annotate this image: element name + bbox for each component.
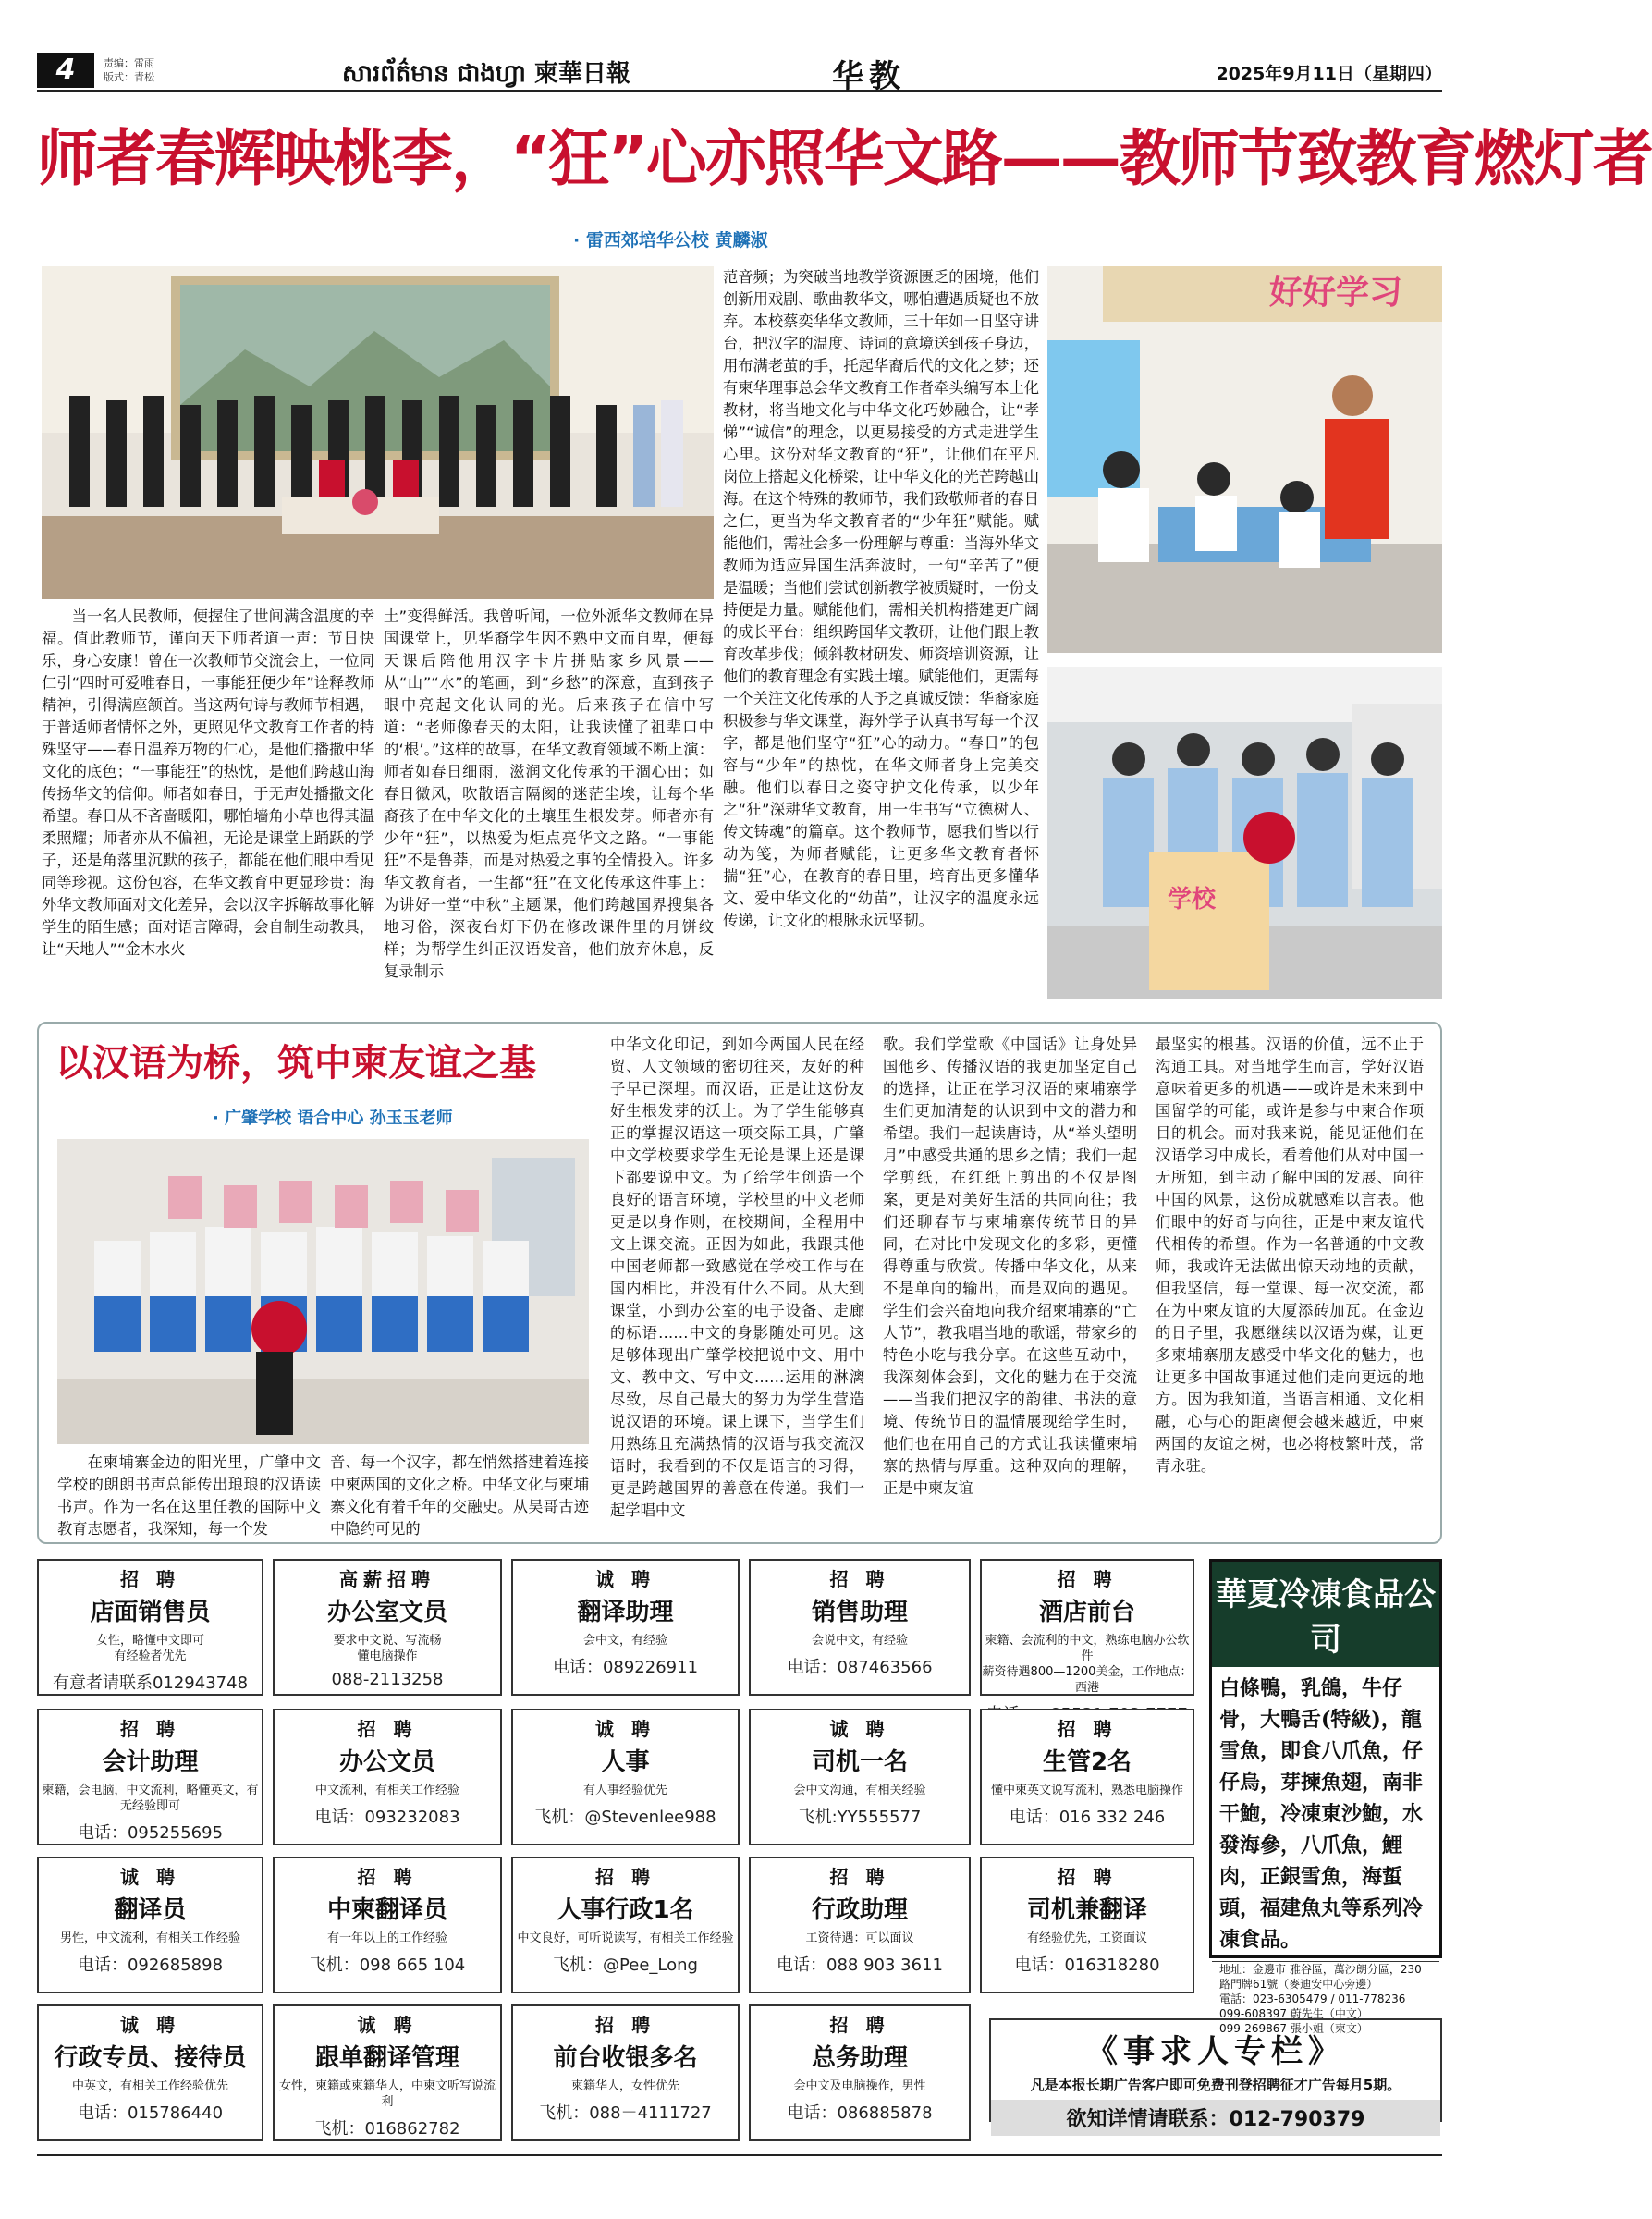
job-ad-title: 人事行政1名	[557, 1896, 694, 1924]
article2-column-2	[330, 1452, 589, 1538]
job-ad	[511, 2004, 740, 2141]
help-wanted-title: 《事求人专栏》	[1086, 2033, 1345, 2070]
job-ad-contact: 电话：086885878	[787, 2103, 933, 2123]
job-ad-contact: 电话：093232083	[314, 1808, 460, 1827]
article2-column-1	[57, 1452, 321, 1538]
page-number: 4	[37, 53, 94, 88]
classroom-teacher-image	[1047, 266, 1442, 653]
job-ad-desc: 男性，中文流利，有相关工作经验	[59, 1931, 240, 1945]
job-ad-title: 办公文员	[338, 1748, 435, 1776]
job-ad-title: 行政专员、接待员	[54, 2044, 247, 2072]
job-ad-kind: 诚 聘	[120, 1866, 180, 1888]
job-ad	[273, 1857, 502, 1993]
classroom-teacher-photo	[1047, 266, 1442, 653]
students-group-image	[57, 1139, 589, 1444]
signing-ceremony-photo	[42, 266, 714, 599]
job-ad-contact: 电话：087463566	[787, 1658, 933, 1677]
job-ad-title: 人事	[601, 1748, 650, 1776]
job-ad-title: 总务助理	[811, 2044, 908, 2072]
article2-col4-text: 歌。我们学堂歌《中国话》让身处异国他乡、传播汉语的我更加坚定自己的选择，让正在学习汉语的柬埔寨学生们更加清楚的认识到中文的潜力和希望。我们一起读唐诗，从“举头望明月”中感受共通的思乡之情；我们一起学剪纸，在红纸上剪出的不仅是图案，更是对美好生活的共同向往；我们还聊春节与柬埔寨传统节日的异同，在对比中发现文化的多彩，更懂得尊重与欣赏。传播中华文化，从来不是单向的输出，而是双向的遇见。学生们会兴奋地向我介绍柬埔寨的“亡人节”，教我唱当地的歌谣，带家乡的特色小吃与我分享。在这些互动中，我深刻体会到，文化的魅力在于交流——当我们把汉字的韵律、书法的意境、传统节日的温情展现给学生时，他们也在用自己的方式让我读懂柬埔寨的热情与厚重。这种双向的理解，正是中柬友谊	[883, 1036, 1137, 1497]
job-ad-kind: 诚 聘	[829, 1718, 890, 1740]
help-wanted-column	[989, 2018, 1442, 2131]
job-ad-contact: 电话：016 332 246	[1009, 1808, 1166, 1827]
article2-headline: 以汉语为桥，筑中柬友谊之基	[55, 1041, 536, 1085]
job-ad-kind: 诚 聘	[120, 2014, 180, 2036]
food-company-title: 華夏冷凍食品公司	[1212, 1562, 1439, 1667]
job-ad	[511, 1709, 740, 1845]
job-ad-title: 店面销售员	[90, 1599, 211, 1626]
job-ad-desc: 有一年以上的工作经验	[326, 1931, 447, 1945]
job-ad-kind: 招 聘	[357, 1866, 418, 1888]
food-company-ad	[1209, 1559, 1442, 2035]
job-ad-desc: 会说中文，有经验	[811, 1634, 908, 1648]
job-ad-desc: 中英文，有相关工作经验优先	[71, 2079, 228, 2093]
teachers-group-image	[1047, 667, 1442, 999]
article2-column-5	[1156, 1034, 1424, 1538]
job-ad	[273, 1709, 502, 1845]
article1-col2-text: 土”变得鲜活。我曾听闻，一位外派华文教师在异国课堂上，见华裔学生因不熟中文而自卑，便每天课后陪他用汉字卡片拼贴家乡风景——从“山”“水”的笔画，到“乡愁”的深意，直到孩子眼中亮起文化认同的光。后来孩子在信中写道：“老师像春天的太阳，让我读懂了祖辈口中的‘根’。”这样的故事，在华文教育领域不断上演：师者如春日细雨，滋润文化传承的干涸心田；如春日微风，吹散语言隔阂的迷茫尘埃，让每个华裔孩子在中华文化的土壤里生根发芽。师者亦有少年“狂”，以热爱为炬点亮华文之路。“一事能狂”不是鲁莽，而是对热爱之事的全情投入。许多华文教育者，一生都“狂”在文化传承这件事上：为讲好一堂“中秋”主题课，他们跨越国界搜集各地习俗，深夜台灯下仍在修改课件里的月饼纹样；为帮学生纠正汉语发音，他们放弃休息，反复录制示	[384, 607, 714, 980]
job-ad-desc: 会中文，有经验	[582, 1634, 667, 1648]
article1-col1-text: 当一名人民教师，便握住了世间满含温度的幸福。值此教师节，谨向天下师者道一声：节日快乐，身心安康！曾在一次教师节交流会上，一位同仁引“四时可爱唯春日，一事能狂便少年”诠释教师精神，引得满座颔首。当这两句诗与教师节相遇，于普适师者情怀之外，更照见华文教育工作者的特殊坚守——春日温养万物的仁心，是他们播撒中华文化的底色；“一事能狂”的热忱，是他们跨越山海传扬华文的信仰。师者如春日，于无声处播撒文化希望。春日从不吝啬暖阳，哪怕墙角小草也得其温柔照耀；师者亦从不偏袒，无论是课堂上踊跃的学子，还是角落里沉默的孩子，都能在他们眼中看见同等珍视。这份包容，在华文教育中更显珍贵：海外华文教师面对文化差异，会以汉字拆解故事化解学生的陌生感；面对语言障碍，会自制生动教具，让“天地人”“金木水火	[42, 607, 374, 958]
job-ad-desc: 柬籍、会流利的中文，熟练电脑办公软件 薪资待遇800—1200美金，工作地点：西港	[982, 1634, 1193, 1695]
job-ad	[749, 1709, 971, 1845]
layout-name: 版式：青松	[104, 71, 154, 83]
job-ad-desc: 柬籍华人，女性优先	[570, 2079, 679, 2093]
food-company-address: 地址：金邊市 雅谷區，萬沙朗分區，230路門牌61號（麥迪安中心旁邊）	[1212, 1961, 1439, 1992]
job-ad-desc: 女性，略懂中文即可 有经验者优先	[95, 1634, 204, 1663]
issue-date: 2025年9月11日（星期四）	[1216, 64, 1442, 84]
editor-name: 责编：雷雨	[104, 57, 154, 69]
job-ad-desc: 有经验优先，工资面议	[1026, 1931, 1147, 1945]
job-ad	[37, 1857, 263, 1993]
job-ad-desc: 要求中文说、写流畅 懂电脑操作	[333, 1634, 442, 1663]
job-ad-contact: 飞机：088－4111727	[539, 2103, 712, 2123]
job-ad-contact: 电话：016318280	[1014, 1955, 1160, 1975]
article2-col5-text: 最坚实的根基。汉语的价值，远不止于沟通工具。对当地学生而言，学好汉语意味着更多的机遇——或许是未来到中国留学的可能，或许是参与中柬合作项目的机会。而对我来说，能见证他们在汉语学习中成长，看着他们从对中国一无所知，到主动了解中国的发展、向往中国的风景，这份成就感难以言表。他们眼中的好奇与向往，正是中柬友谊代代相传的希望。作为一名普通的中文教师，我或许无法做出惊天动地的贡献，但我坚信，每一堂课、每一次交流，都在为中柬友谊的大厦添砖加瓦。在金边的日子里，我愿继续以汉语为媒，让更多柬埔寨朋友感受中华文化的魅力，也让更多中国故事通过他们走向更远的地方。因为我知道，当语言相通、文化相融，心与心的距离便会越来越近，中柬两国的友谊之树，也必将枝繁叶茂，常青永驻。	[1156, 1036, 1424, 1475]
article2-column-3	[610, 1034, 864, 1538]
job-ad-kind: 招 聘	[829, 1568, 890, 1590]
food-company-phones: 電話：023-6305479 / 011-778236 099-608397 蔚先生（中文） 099-269867 張小姐（柬文）	[1219, 1992, 1406, 2035]
job-ad-desc: 有人事经验优先	[582, 1784, 667, 1797]
job-ad	[980, 1559, 1194, 1696]
job-ad	[749, 2004, 971, 2141]
job-ad-title: 跟单翻译管理	[314, 2044, 459, 2072]
job-ad-contact: 飞机:YY555577	[798, 1808, 922, 1827]
job-ad-kind: 招 聘	[829, 1866, 890, 1888]
job-ad	[37, 2004, 263, 2141]
job-ad-kind: 招 聘	[120, 1568, 180, 1590]
job-ad	[980, 1857, 1194, 1993]
job-ad-contact: 飞机：@Pee_Long	[553, 1955, 698, 1975]
signing-ceremony-image	[42, 266, 714, 599]
job-ad-desc: 懂中柬英文说写流利，熟悉电脑操作	[990, 1784, 1183, 1797]
job-ad-desc: 中文良好，可听说读写，有相关工作经验	[517, 1931, 734, 1945]
job-ad-title: 行政助理	[811, 1896, 908, 1924]
job-ad	[273, 1559, 502, 1696]
job-ad-title: 司机一名	[811, 1748, 908, 1776]
article1-col3-text: 范音频；为突破当地教学资源匮乏的困境，他们创新用戏剧、歌曲教华文，哪怕遭遇质疑也不放弃。本校蔡奕华华文教师，三十年如一日坚守讲台，把汉字的温度、诗词的意境送到孩子身边，用布满老茧的手，托起华裔后代的文化之梦；还有柬华理事总会华文教育工作者牵头编写本土化教材，将当地文化与中华文化巧妙融合，让“孝悌”“诚信”的理念，以更易接受的方式走进学生心里。这份对华文教育的“狂”，让他们在平凡岗位上搭起文化桥梁，让中华文化的光芒跨越山海。在这个特殊的教师节，我们致敬师者的春日之仁，更当为华文教育者的“少年狂”赋能。赋能他们，需社会多一份理解与尊重：当海外华文教师为适应异国生活奔波时，一句“辛苦了”便是温暖；当他们尝试创新教学被质疑时，一份支持便是力量。赋能他们，需相关机构搭建更广阔的成长平台：组织跨国华文教研，让他们跟上教育改革步伐；倾斜教材研发、师资培训资源，让他们的教育理念有实践土壤。赋能他们，更需每一个关注文化传承的人予之真诚反馈：华裔家庭积极参与华文课堂，海外学子认真书写每一个汉字，都是他们坚守“狂”心的动力。“春日”的包容与“少年”的热忱，在华文师者身上完美交融。他们以春日之姿守护文化传承，以少年之“狂”深耕华文教育，用一生书写“立德树人、传文铸魂”的篇章。这个教师节，愿我们皆以行动为笺，为师者赋能，让更多华文教育者怀揣“狂”心，在教育的春日里，培育出更多懂华文、爱中华文化的“幼苗”，让汉字的温度永远传递，让文化的根脉永远坚韧。	[723, 268, 1039, 929]
job-ad-contact: 电话：089226911	[552, 1658, 699, 1677]
job-ad-kind: 招 聘	[829, 2014, 890, 2036]
article1-headline: 师者春辉映桃李，“狂”心亦照华文路——教师节致教育燃灯者	[37, 123, 1652, 194]
job-ad-kind: 招 聘	[1057, 1866, 1118, 1888]
job-ad-title: 酒店前台	[1038, 1599, 1135, 1626]
article2-col1-text: 在柬埔寨金边的阳光里，广肇中文学校的朗朗书声总能传出琅琅的汉语读书声。作为一名在这里任教的国际中文教育志愿者，我深知，每一个发	[57, 1453, 321, 1538]
job-ad	[273, 2004, 502, 2141]
job-ad-contact: 飞机：016862782	[314, 2119, 460, 2139]
job-ad-kind: 招 聘	[1057, 1568, 1118, 1590]
teachers-group-photo	[1047, 667, 1442, 999]
job-ad-desc: 女性，柬籍或柬籍华人，中柬文听写说流利	[278, 2079, 496, 2109]
job-ad	[511, 1857, 740, 1993]
job-ad-desc: 会中文及电脑操作，男性	[793, 2079, 926, 2093]
job-ad-kind: 招 聘	[120, 1718, 180, 1740]
job-ad-kind: 招 聘	[595, 1866, 655, 1888]
job-ad-title: 办公室文员	[326, 1599, 447, 1626]
article1-byline: · 雷西郊培华公校 黄麟淑	[573, 230, 768, 251]
article1-column-3	[723, 266, 1039, 1003]
article2-column-4	[883, 1034, 1137, 1538]
svg-text:好好学习: 好好学习	[1269, 274, 1403, 312]
job-ad-contact: 电话：092685898	[77, 1955, 224, 1975]
job-ad	[749, 1857, 971, 1993]
job-ad	[749, 1559, 971, 1696]
job-ad-kind: 诚 聘	[595, 1718, 655, 1740]
article2-byline: · 广肇学校 语合中心 孙玉玉老师	[213, 1109, 453, 1128]
article1-column-1	[42, 606, 374, 1003]
help-wanted-note: 凡是本报长期广告客户即可免费刊登招聘征才广告每月5期。	[1030, 2077, 1401, 2093]
job-ad-title: 中柬翻译员	[326, 1896, 447, 1924]
job-ad	[980, 1709, 1194, 1845]
job-ad-desc: 会中文沟通，有相关经验	[793, 1784, 926, 1797]
job-ad-title: 前台收银多名	[553, 2044, 698, 2072]
job-ad-title: 会计助理	[102, 1748, 199, 1776]
job-ad	[511, 1559, 740, 1696]
job-ad-kind: 高薪招聘	[339, 1568, 435, 1590]
job-ad-title: 翻译员	[114, 1896, 187, 1924]
job-ad-kind: 诚 聘	[357, 2014, 418, 2036]
students-group-photo	[57, 1139, 589, 1444]
job-ad-contact: 飞机：@Stevenlee988	[534, 1808, 716, 1827]
job-ad-title: 翻译助理	[577, 1599, 674, 1626]
job-ad-kind: 招 聘	[595, 2014, 655, 2036]
job-ad-contact: 电话：015786440	[77, 2103, 224, 2123]
job-ad-title: 销售助理	[811, 1599, 908, 1626]
section-title: 华教	[832, 58, 906, 95]
article1-column-2	[384, 606, 714, 1003]
job-ad-contact: 088-2113258	[331, 1670, 444, 1689]
job-ad-desc: 工资待遇：可以面议	[805, 1931, 914, 1945]
article2-col2-text: 音、每一个汉字，都在悄然搭建着连接中柬两国的文化之桥。中华文化与柬埔寨文化有着千年的交融史。从吴哥古迹中隐约可见的	[330, 1453, 589, 1538]
svg-text:学校: 学校	[1168, 886, 1217, 913]
food-company-products: 白條鴨，乳鴿，牛仔骨，大鴨舌(特級)，龍雪魚，即食八爪魚，仔仔烏，芽揀魚翅，南非干鮑，冷凍東沙鮑，水發海參，八爪魚，鯉肉，正銀雪魚，海蜇頭，福建魚丸等系列冷凍食品。	[1219, 1676, 1424, 1952]
job-ad-contact: 飞机：098 665 104	[309, 1955, 466, 1975]
job-ad-contact: 有意者请联系012943748	[52, 1673, 249, 1693]
article2-col3-text: 中华文化印记，到如今两国人民在经贸、人文领域的密切往来，友好的种子早已深埋。而汉语，正是让这份友好生根发芽的沃土。为了学生能够真正的掌握汉语这一项交际工具，广肇中文学校要求学生无论是课上还是课下都要说中文。为了给学生创造一个良好的语言环境，学校里的中文老师更是以身作则，在校期间，全程用中文上课交流。正因为如此，我跟其他中国老师都一致感觉在学校工作与在国内相比，并没有什么不同。从大到课堂，小到办公室的电子设备、走廊的标语……中文的身影随处可见。这足够体现出广肇学校把说中文、用中文、教中文、写中文……运用的淋漓尽致，尽自己最大的努力为学生营造说汉语的环境。课上课下，当学生们用熟练且充满热情的汉语与我交流汉语时，我看到的不仅是语言的习得，更是跨越国界的善意在传递。我们一起学唱中文	[610, 1036, 864, 1519]
job-ad-kind: 招 聘	[1057, 1718, 1118, 1740]
job-ad-title: 生管2名	[1042, 1748, 1132, 1776]
job-ad-desc: 柬籍，会电脑，中文流利，略懂英文，有无经验即可	[42, 1784, 259, 1813]
editor-credits	[104, 56, 154, 84]
job-ad-contact: 电话：095255695	[77, 1823, 224, 1843]
job-ad	[37, 1559, 263, 1696]
footer-rule	[37, 2154, 1442, 2156]
job-ad	[37, 1709, 263, 1845]
job-ad-contact: 电话：088 903 3611	[777, 1955, 943, 1975]
page-header	[37, 51, 1442, 95]
masthead: សារព័ត៌មាន ជាងហ្វា 柬華日報	[342, 60, 630, 88]
job-ad-kind: 诚 聘	[595, 1568, 655, 1590]
job-ad-desc: 中文流利，有相关工作经验	[314, 1784, 459, 1797]
job-ad-title: 司机兼翻译	[1026, 1896, 1147, 1924]
job-ad-kind: 招 聘	[357, 1718, 418, 1740]
help-wanted-contact: 欲知详情请联系：012-790379	[991, 2100, 1440, 2136]
